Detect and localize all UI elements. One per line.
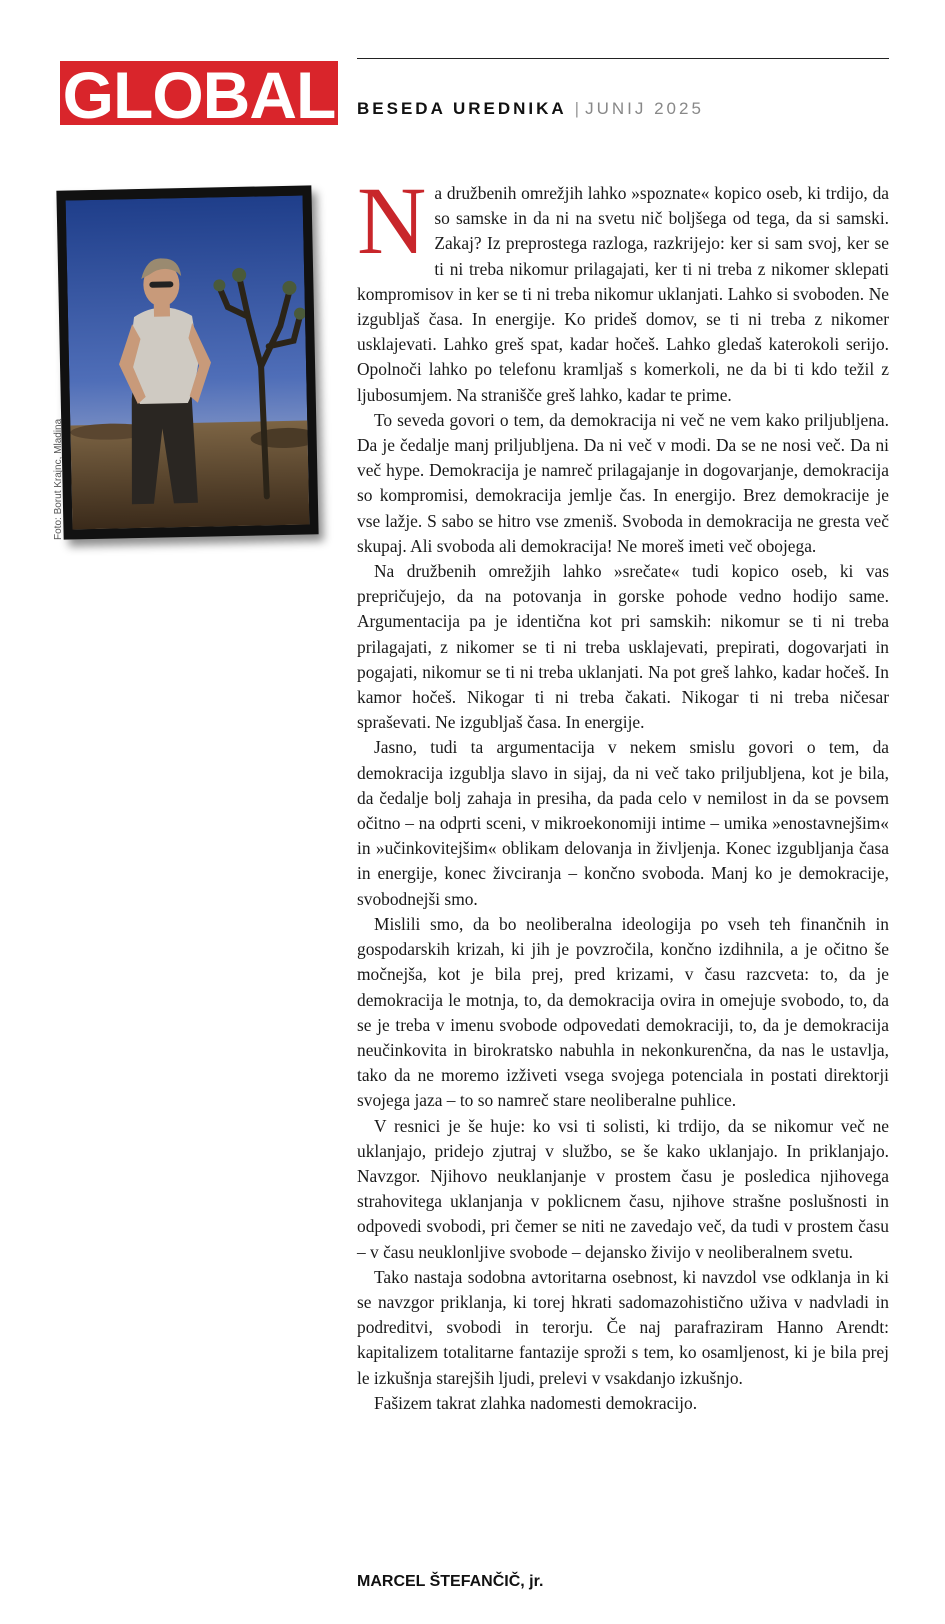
author-signature: MARCEL ŠTEFANČIČ, jr. bbox=[357, 1573, 544, 1590]
section-header bbox=[357, 98, 704, 120]
section-title: BESEDA UREDNIKA bbox=[357, 99, 567, 118]
author-photo bbox=[56, 185, 318, 539]
article-paragraph-7: Tako nastaja sodobna avtoritarna osebnost, ki navzdol vse odklanja in ki se navzgor priklanja, ki torej hkrati sadomazohistično uživa v nadvladi in podreditvi, svobodi in terorju. Če naj parafraziram Hanno Arendt: kapitalizem totalitarne fantazije sproži s tem, ko osamljenost, ki je bila prej le izkušnja starejših ljudi, prelevi v vsakdanjo izkušnjo. bbox=[357, 1266, 889, 1388]
article-paragraph-5: Mislili smo, da bo neoliberalna ideologija po vseh teh finančnih in gospodarskih krizah, ki jih je povzročila, končno izdihnila, a je očitno še močnejša, kot je bila prej, pred krizami, v času razcveta: to, da je demokracija le motnja, to, da demokracija ovira in omejuje svobodo, to, da se je treba v imenu svobode odpovedati demokraciji, to, da je demokracija neučinkovita in birokratsko nabuhla in nekonkurenčna, da nas le ustavlja, tako da ne moremo izživeti vsega svojega potenciala in postati direktorji svojega jaza – to so namreč stare neoliberalne puhlice. bbox=[357, 913, 889, 1111]
editorial-article bbox=[357, 167, 889, 1416]
article-paragraph-6: V resnici je še huje: ko vsi ti solisti, ki trdijo, da se nikomur več ne uklanjajo, pridejo zjutraj v službo, se še kako uklanjajo. In priklanjajo. Navzgor. Njihovo neuklanjanje v prostem času je posledica njihovega strahovitega uklanjanja v poklicnem času, njihove strašne poslušnosti in odpovedi svobodi, pri čemer se niti ne zavedajo več, da tudi v prostem času – v času neuklonljive svobode – dejansko živijo v neoliberalnem svetu. bbox=[357, 1115, 889, 1262]
article-paragraph-4: Jasno, tudi ta argumentacija v nekem smislu govori o tem, da demokracija izgublja slavo in sijaj, da ni več tako priljubljena, kot je bila, da čedalje bolj zahaja in presiha, da pada celo v nemilost in da se povsem očitno – na odprti sceni, v mikroekonomiji intime – umika »enostavnejšim« in »učinkovitejšim« oblikam delovanja in življenja. Konec izgubljanja časa in energije, konec živciranja – končno svoboda. Manj ko je demokracije, svobodnejši smo. bbox=[357, 737, 889, 909]
issue-date: JUNIJ 2025 bbox=[585, 99, 704, 118]
article-paragraph-1 bbox=[357, 167, 889, 408]
article-paragraph-8: Fašizem takrat zlahka nadomesti demokracijo. bbox=[374, 1392, 698, 1413]
paragraph-text: a družbenih omrežjih lahko »spoznate« kopico oseb, ki trdijo, da so samske in da ni na svetu nič boljšega od tega, da si samski. Zakaj? Iz preprostega razloga, razkrijejo: ker si sam svoj, ker se ti ni treba nikomur prilagajati, ker ti ni treba z nikomer sklepati kompromisov in ker se ti ni treba nikomur uklanjati. Lahko si svoboden. Ne izgubljaš časa. In energije. Ko prideš domov, se ti ni treba z nikomer usklajevati. Lahko greš spat, kadar hočeš. Lahko gledaš katerokoli serijo. Opolnoči lahko po telefonu kramljaš s komerkoli, ne da bi ti kdo težil z ljubosumjem. Na stranišče greš lahko, kadar te prime. bbox=[357, 183, 889, 405]
header-rule bbox=[357, 58, 889, 59]
author-photo-image bbox=[66, 196, 310, 530]
drop-cap: N bbox=[357, 167, 427, 274]
section-separator: | bbox=[574, 99, 580, 118]
article-paragraph-3: Na družbenih omrežjih lahko »srečate« tudi kopico oseb, ki vas prepričujejo, da na potovanja in gorske pohode vedno hodijo same. Argumentacija pa je identična kot pri samskih: nikomur se ti ni treba prilagajati, z nikomer se ti ni treba usklajevati, prepirati, dogovarjati in pogajati, nikomur se ti ni treba uklanjati. Na pot greš lahko, kadar hočeš. In kamor hočeš. Nikogar ti ni treba čakati. Nikogar ti ni treba ničesar spraševati. Ne izgubljaš časa. In energije. bbox=[357, 561, 889, 733]
article-paragraph-2: To seveda govori o tem, da demokracija ni več ne vem kako priljubljena. Da je čedalje manj priljubljena. Da ni več v modi. Da se ne nosi več. Da ni več hype. Demokracija je namreč prilagajanje in dogovarjanje, demokracija so kompromisi, demokracija jemlje čas. In energijo. Brez demokracije je vse lažje. S sabo se hitro vse zmeniš. Svoboda in demokracija ne gresta več skupaj. Ali svoboda ali demokracija! Ne moreš imeti več obojega. bbox=[357, 409, 889, 556]
global-logo: GLOBAL bbox=[60, 61, 338, 125]
photo-credit: Foto: Borut Krajnc, Mladina bbox=[53, 418, 64, 540]
